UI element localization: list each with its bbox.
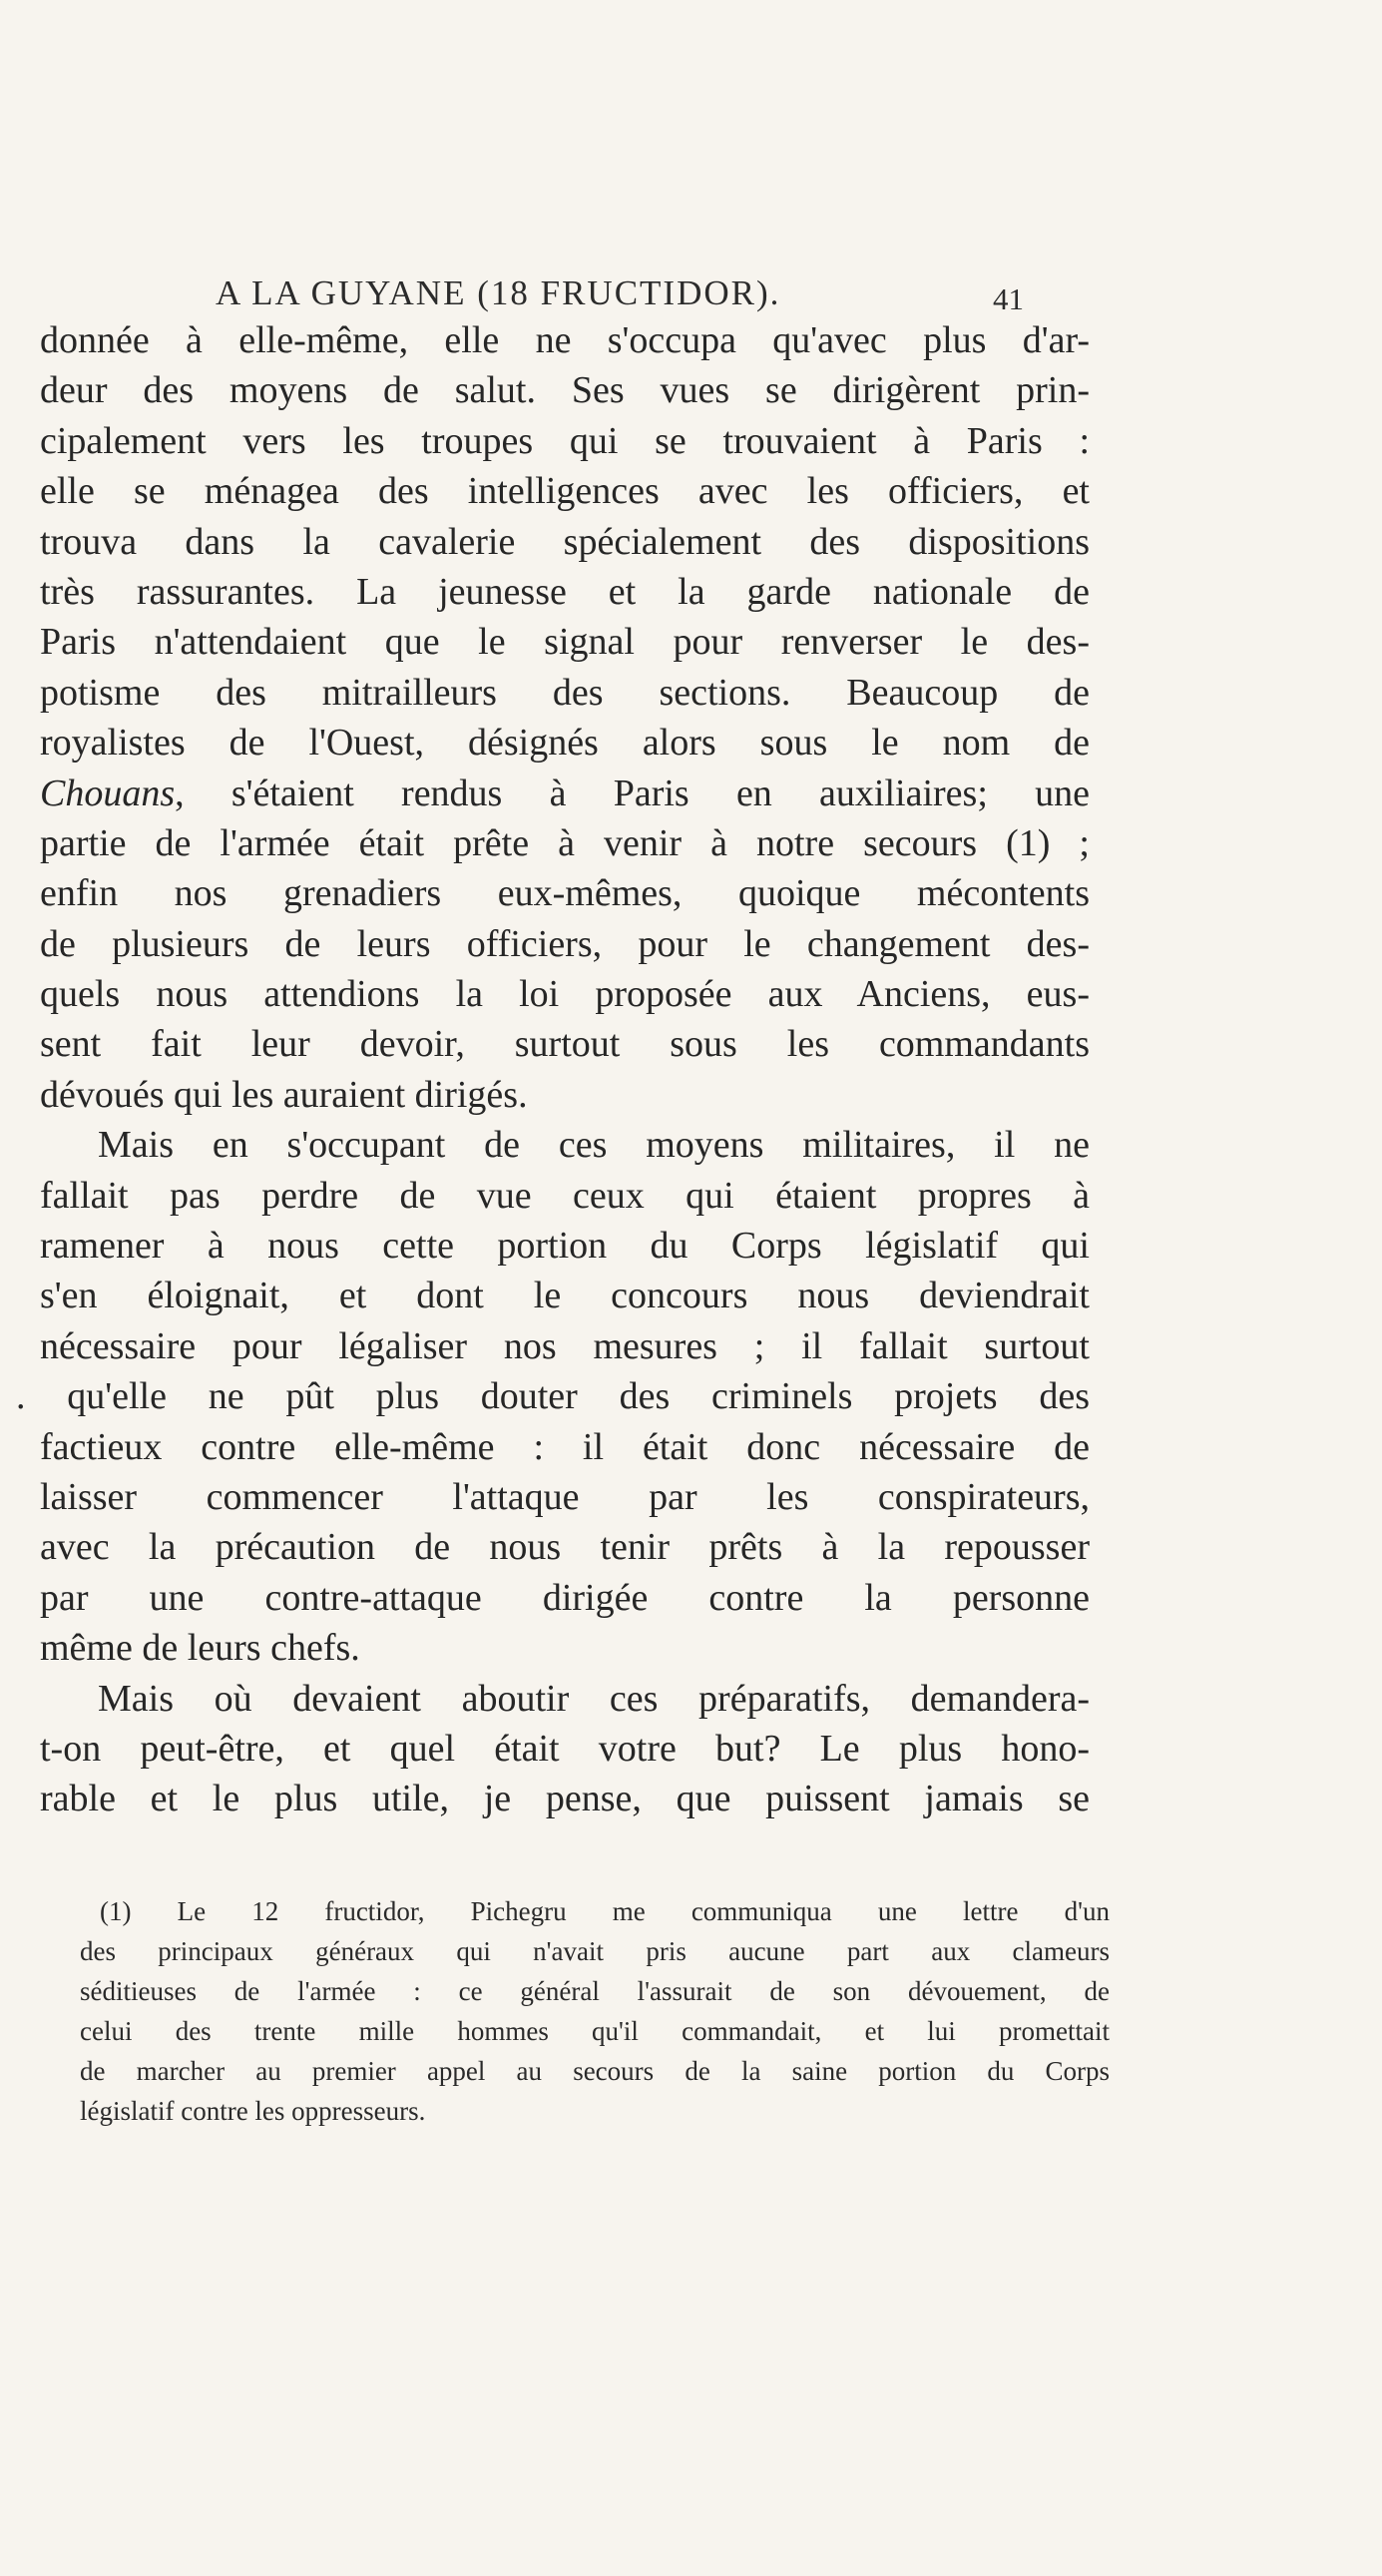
text-line: potisme des mitrailleurs des sections. Beaucoup de — [40, 671, 1090, 714]
text-line: très rassurantes. La jeunesse et la garde nationale de — [40, 570, 1090, 613]
page-header — [216, 267, 1024, 317]
running-head: A LA GUYANE (18 FRUCTIDOR). — [216, 273, 781, 312]
text-line: même de leurs chefs. — [40, 1627, 360, 1670]
text-line: Mais en s'occupant de ces moyens militaires, il ne — [98, 1124, 1090, 1167]
text-line: par une contre-attaque dirigée contre la personne — [40, 1576, 1090, 1619]
text-line: enfin nos grenadiers eux-mêmes, quoique mécontents — [40, 872, 1090, 915]
text-line: rable et le plus utile, je pense, que puissent jamais se — [40, 1778, 1090, 1820]
text-line: s'en éloignait, et dont le concours nous deviendrait — [40, 1275, 1090, 1317]
footnote-line: (1) Le 12 fructidor, Pichegru me communiqua une lettre d'un — [100, 1896, 1110, 1926]
text-line: t-on peut-être, et quel était votre but? Le plus hono- — [40, 1727, 1090, 1770]
footnote-line: séditieuses de l'armée : ce général l'assurait de son dévouement, de — [80, 1976, 1110, 2006]
text-line: elle se ménagea des intelligences avec les officiers, et — [40, 470, 1090, 513]
text-line: sent fait leur devoir, surtout sous les commandants — [40, 1023, 1090, 1066]
text-line: fallait pas perdre de vue ceux qui étaient propres à — [40, 1174, 1090, 1217]
page-number: 41 — [993, 281, 1024, 316]
main-text — [16, 315, 1090, 1824]
text-line: ramener à nous cette portion du Corps législatif qui — [40, 1225, 1090, 1268]
footnote-line: de marcher au premier appel au secours de la saine portion du Corps — [80, 2056, 1110, 2086]
text-line: royalistes de l'Ouest, désignés alors sous le nom de — [40, 722, 1090, 765]
text-line: laisser commencer l'attaque par les conspirateurs, — [40, 1475, 1090, 1518]
text-line: donnée à elle-même, elle ne s'occupa qu'avec plus d'ar- — [40, 319, 1090, 361]
text-line: avec la précaution de nous tenir prêts à la repousser — [40, 1526, 1090, 1569]
text-line: factieux contre elle-même : il était donc nécessaire de — [40, 1425, 1090, 1468]
text-line: . qu'elle ne pût plus douter des criminels projets des — [16, 1375, 1090, 1418]
italic-word: Chouans — [40, 772, 176, 814]
text-line: de plusieurs de leurs officiers, pour le changement des- — [40, 922, 1090, 965]
footnote-line: législatif contre les oppresseurs. — [80, 2096, 426, 2126]
text-line: nécessaire pour légaliser nos mesures ; il fallait surtout — [40, 1324, 1090, 1367]
footnote — [80, 1891, 1110, 2131]
text-line: cipalement vers les troupes qui se trouvaient à Paris : — [40, 419, 1090, 462]
text-line: deur des moyens de salut. Ses vues se dirigèrent prin- — [40, 369, 1090, 412]
text-line: dévoués qui les auraient dirigés. — [40, 1073, 528, 1116]
text-line: Chouans, s'étaient rendus à Paris en auxiliaires; une — [40, 772, 1090, 814]
footnote-line: des principaux généraux qui n'avait pris aucune part aux clameurs — [80, 1936, 1110, 1966]
text-line: Paris n'attendaient que le signal pour renverser le des- — [40, 621, 1090, 664]
text-line: quels nous attendions la loi proposée aux Anciens, eus- — [40, 973, 1090, 1016]
text-line: trouva dans la cavalerie spécialement des dispositions — [40, 520, 1090, 563]
text-line: partie de l'armée était prête à venir à notre secours (1) ; — [40, 821, 1090, 864]
footnote-line: celui des trente mille hommes qu'il commandait, et lui promettait — [80, 2016, 1110, 2046]
text-line: Mais où devaient aboutir ces préparatifs, demandera- — [98, 1677, 1090, 1720]
